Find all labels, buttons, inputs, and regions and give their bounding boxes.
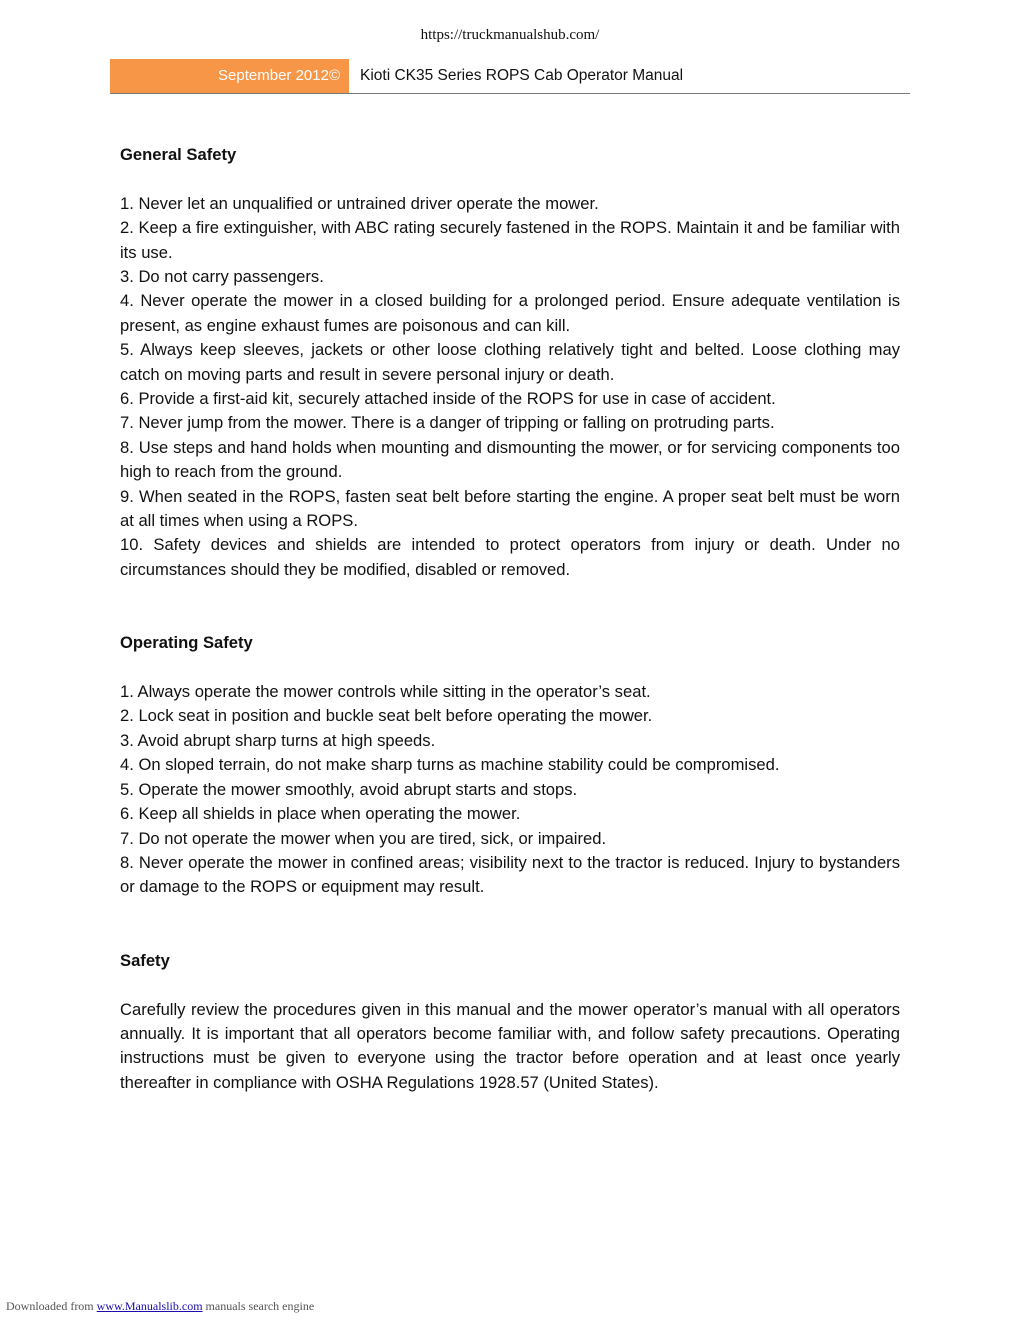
list-item: 3. Do not carry passengers. [120,267,324,286]
list-item: 5. Operate the mower smoothly, avoid abrupt starts and stops. [120,779,578,799]
list-item: 9. When seated in the ROPS, fasten seat belt before starting the engine. A proper seat belt must be worn at all times when using a ROPS. [120,486,900,531]
list-item: 5. Always keep sleeves, jackets or other loose clothing relatively tight and belted. Loose clothing may catch on moving parts and result in severe personal injury or death. [120,340,900,384]
list-item: 2. Keep a fire extinguisher, with ABC rating securely fastened in the ROPS. Maintain it and be familiar with its use. [120,218,900,262]
list-item: 3. Avoid abrupt sharp turns at high speeds. [120,730,436,750]
footer-prefix: Downloaded from [6,1299,97,1313]
header-date: September 2012© [218,67,340,84]
list-item: 8. Use steps and hand holds when mounting and dismounting the mower, or for servicing components too high to reach from the ground. [120,437,900,482]
list-item: 7. Do not operate the mower when you are tired, sick, or impaired. [120,828,607,848]
section-heading-operating-safety: Operating Safety [120,633,253,653]
section-heading-general-safety: General Safety [120,145,237,164]
list-item: 7. Never jump from the mower. There is a danger of tripping or falling on protruding parts. [120,413,775,433]
list-item: 2. Lock seat in position and buckle seat belt before operating the mower. [120,706,653,726]
list-item: 1. Always operate the mower controls while sitting in the operator’s seat. [120,682,651,702]
manualslib-link[interactable]: www.Manualslib.com [96,1299,203,1313]
header-title: Kioti CK35 Series ROPS Cab Operator Manual [360,67,684,84]
document-body [120,143,900,1095]
safety-paragraph: Carefully review the procedures given in this manual and the mower operator’s manual with all operators annually. It is important that all operators become familiar with, and follow safety precautions. Operating instructions must be given to everyone using the tractor before operation and at least once yearly thereafter in compliance with OSHA Regulations 1928.57 (United States). [120,999,900,1092]
list-item: 4. Never operate the mower in a closed building for a prolonged period. Ensure adequate ventilation is present, as engine exhaust fumes are poisonous and can kill. [120,291,900,335]
section-heading-safety: Safety [120,950,170,970]
footer-suffix: manuals search engine [202,1299,315,1313]
list-item: 6. Keep all shields in place when operating the mower. [120,804,521,824]
list-item: 1. Never let an unqualified or untrained driver operate the mower. [120,193,599,213]
list-item: 4. On sloped terrain, do not make sharp turns as machine stability could be compromised. [120,755,780,775]
download-footer [6,1299,314,1314]
page-header [110,59,910,94]
source-url: https://truckmanualshub.com/ [420,27,600,43]
header-divider [349,63,350,91]
header-date-block [110,59,349,93]
list-item: 8. Never operate the mower in confined areas; visibility next to the tractor is reduced. Injury to bystanders or damage to the ROPS or equipment may result. [120,852,900,897]
list-item: 6. Provide a first-aid kit, securely attached inside of the ROPS for use in case of accident. [120,389,776,409]
list-item: 10. Safety devices and shields are intended to protect operators from injury or death. Under no circumstances should they be modified, disabled or removed. [120,535,900,579]
